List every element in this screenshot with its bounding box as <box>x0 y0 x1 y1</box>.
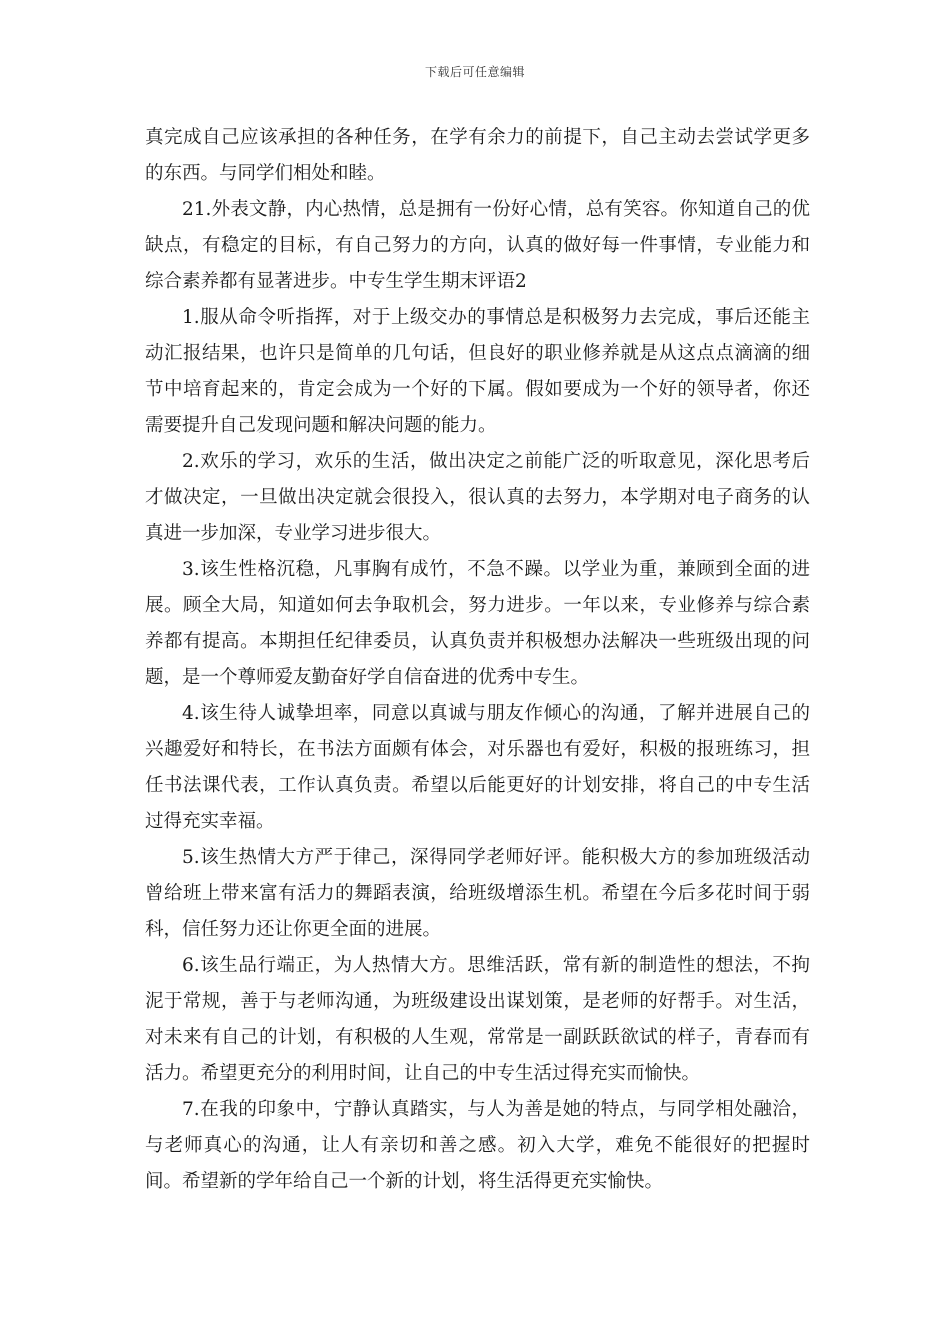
paragraph-item-3: 3.该生性格沉稳，凡事胸有成竹，不急不躁。以学业为重，兼顾到全面的进展。顾全大局，知道如何去争取机会，努力进步。一年以来，专业修养与综合素养都有提高。本期担任纪律委员，认真负责并积极想办法解决一些班级出现的问题，是一个尊师爱友勤奋好学自信奋进的优秀中专生。 <box>145 559 810 688</box>
paragraph-continuation: 真完成自己应该承担的各种任务，在学有余力的前提下，自己主动去尝试学更多的东西。与同学们相处和睦。 <box>145 127 810 184</box>
paragraph-item-21: 21.外表文静，内心热情，总是拥有一份好心情，总有笑容。你知道自己的优缺点，有稳定的目标，有自己努力的方向，认真的做好每一件事情，专业能力和综合素养都有显著进步。中专生学生期末评语2 <box>145 199 810 292</box>
paragraph-item-1: 1.服从命令听指挥，对于上级交办的事情总是积极努力去完成，事后还能主动汇报结果，也许只是简单的几句话，但良好的职业修养就是从这点点滴滴的细节中培育起来的，肯定会成为一个好的下属。假如要成为一个好的领导者，你还需要提升自己发现问题和解决问题的能力。 <box>145 307 810 436</box>
paragraph-item-4: 4.该生待人诚挚坦率，同意以真诚与朋友作倾心的沟通，了解并进展自己的兴趣爱好和特长，在书法方面颇有体会，对乐器也有爱好，积极的报班练习，担任书法课代表，工作认真负责。希望以后能更好的计划安排，将自己的中专生活过得充实幸福。 <box>145 703 810 832</box>
paragraph-item-2: 2.欢乐的学习，欢乐的生活，做出决定之前能广泛的听取意见，深化思考后才做决定，一旦做出决定就会很投入，很认真的去努力，本学期对电子商务的认真进一步加深，专业学习进步很大。 <box>145 451 810 544</box>
paragraph-item-6: 6.该生品行端正，为人热情大方。思维活跃，常有新的制造性的想法，不拘泥于常规，善于与老师沟通，为班级建设出谋划策，是老师的好帮手。对生活，对未来有自己的计划，有积极的人生观，常常是一副跃跃欲试的样子，青春而有活力。希望更充分的利用时间，让自己的中专生活过得充实而愉快。 <box>145 955 810 1084</box>
paragraph-item-5: 5.该生热情大方严于律己，深得同学老师好评。能积极大方的参加班级活动曾给班上带来富有活力的舞蹈表演，给班级增添生机。希望在今后多花时间于弱科，信任努力还让你更全面的进展。 <box>145 847 810 940</box>
page-header: 下载后可任意编辑 <box>424 65 525 79</box>
paragraph-item-7: 7.在我的印象中，宁静认真踏实，与人为善是她的特点，与同学相处融洽，与老师真心的沟通，让人有亲切和善之感。初入大学，难免不能很好的把握时间。希望新的学年给自己一个新的计划，将生活得更充实愉快。 <box>145 1099 810 1192</box>
document-body <box>145 120 810 1200</box>
